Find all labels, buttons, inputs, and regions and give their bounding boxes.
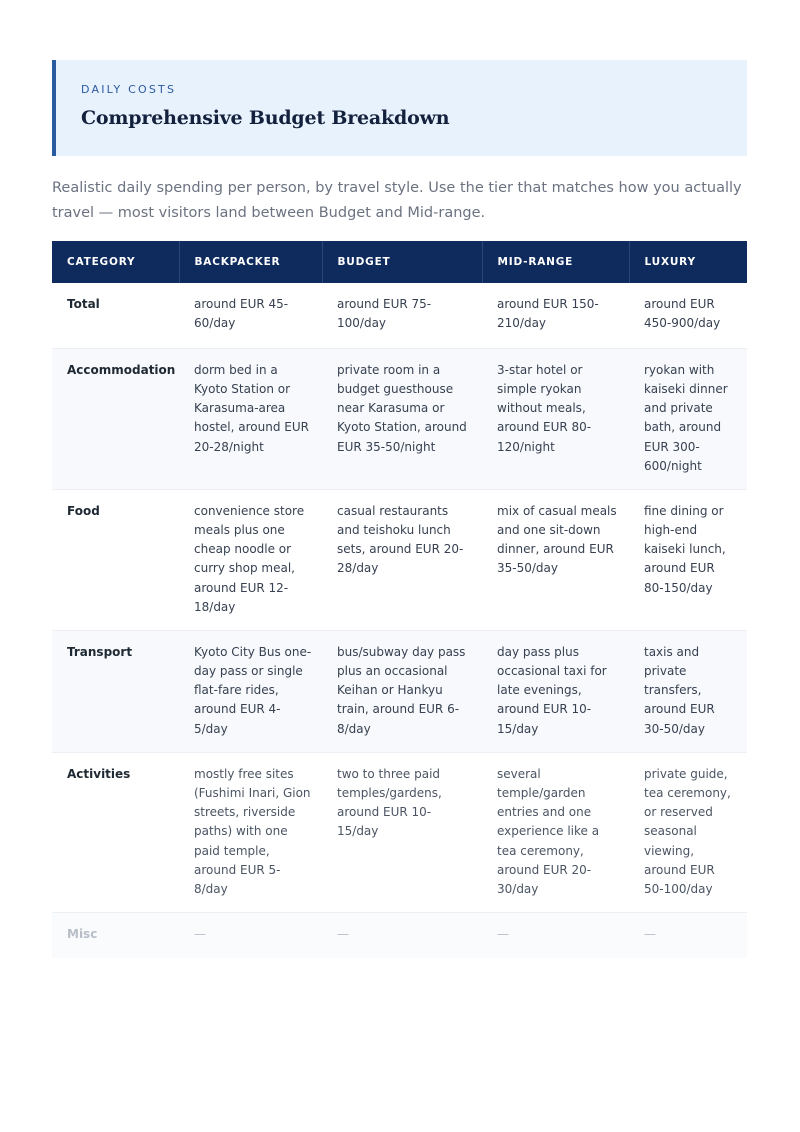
row-category: Total (52, 283, 179, 348)
cell-mid-range: around EUR 150-210/day (482, 283, 629, 348)
cell-budget: — (322, 912, 482, 958)
cell-budget: around EUR 75-100/day (322, 283, 482, 348)
cell-budget: casual restaurants and teishoku lunch sets, around EUR 20-28/day (322, 489, 482, 630)
column-header-category: CATEGORY (52, 241, 179, 283)
cell-backpacker: convenience store meals plus one cheap noodle or curry shop meal, around EUR 12-18/day (179, 489, 322, 630)
column-header-mid-range: MID-RANGE (482, 241, 629, 283)
table-row-transport (52, 630, 747, 752)
table-row-food (52, 489, 747, 630)
table-header-row (52, 241, 747, 283)
section-eyebrow: DAILY COSTS (81, 83, 177, 96)
intro-paragraph: Realistic daily spending per person, by travel style. Use the tier that matches how you actually travel — most visitors land between Budget and Mid-range. (52, 180, 742, 221)
table-row-accommodation (52, 348, 747, 489)
budget-table (52, 241, 747, 958)
column-header-backpacker: BACKPACKER (179, 241, 322, 283)
cell-mid-range: mix of casual meals and one sit-down dinner, around EUR 35-50/day (482, 489, 629, 630)
row-category: Transport (52, 630, 179, 752)
cell-budget: two to three paid temples/gardens, around EUR 10-15/day (322, 752, 482, 912)
cell-backpacker: around EUR 45-60/day (179, 283, 322, 348)
cell-backpacker: mostly free sites (Fushimi Inari, Gion streets, riverside paths) with one paid temple, around EUR 5-8/day (179, 752, 322, 912)
table-row-misc (52, 912, 747, 958)
cell-backpacker: — (179, 912, 322, 958)
column-header-luxury: LUXURY (629, 241, 747, 283)
cell-mid-range: 3-star hotel or simple ryokan without meals, around EUR 80-120/night (482, 348, 629, 489)
cell-luxury: around EUR 450-900/day (629, 283, 747, 348)
cell-mid-range: day pass plus occasional taxi for late evenings, around EUR 10-15/day (482, 630, 629, 752)
cell-mid-range: several temple/garden entries and one experience like a tea ceremony, around EUR 20-30/day (482, 752, 629, 912)
cell-mid-range: — (482, 912, 629, 958)
cell-backpacker: Kyoto City Bus one-day pass or single flat-fare rides, around EUR 4-5/day (179, 630, 322, 752)
table-row-activities (52, 752, 747, 912)
row-category: Activities (52, 752, 179, 912)
section-header (52, 60, 747, 156)
row-category: Food (52, 489, 179, 630)
cell-luxury: fine dining or high-end kaiseki lunch, around EUR 80-150/day (629, 489, 747, 630)
row-category: Misc (52, 912, 179, 958)
cell-budget: bus/subway day pass plus an occasional Keihan or Hankyu train, around EUR 6-8/day (322, 630, 482, 752)
cell-backpacker: dorm bed in a Kyoto Station or Karasuma-area hostel, around EUR 20-28/night (179, 348, 322, 489)
cell-luxury: taxis and private transfers, around EUR 30-50/day (629, 630, 747, 752)
cell-budget: private room in a budget guesthouse near Karasuma or Kyoto Station, around EUR 35-50/night (322, 348, 482, 489)
cell-luxury: ryokan with kaiseki dinner and private bath, around EUR 300-600/night (629, 348, 747, 489)
row-category: Accommodation (52, 348, 179, 489)
page-title: Comprehensive Budget Breakdown (81, 107, 450, 129)
column-header-budget: BUDGET (322, 241, 482, 283)
cell-luxury: private guide, tea ceremony, or reserved seasonal viewing, around EUR 50-100/day (629, 752, 747, 912)
table-row-total (52, 283, 747, 348)
cell-luxury: — (629, 912, 747, 958)
